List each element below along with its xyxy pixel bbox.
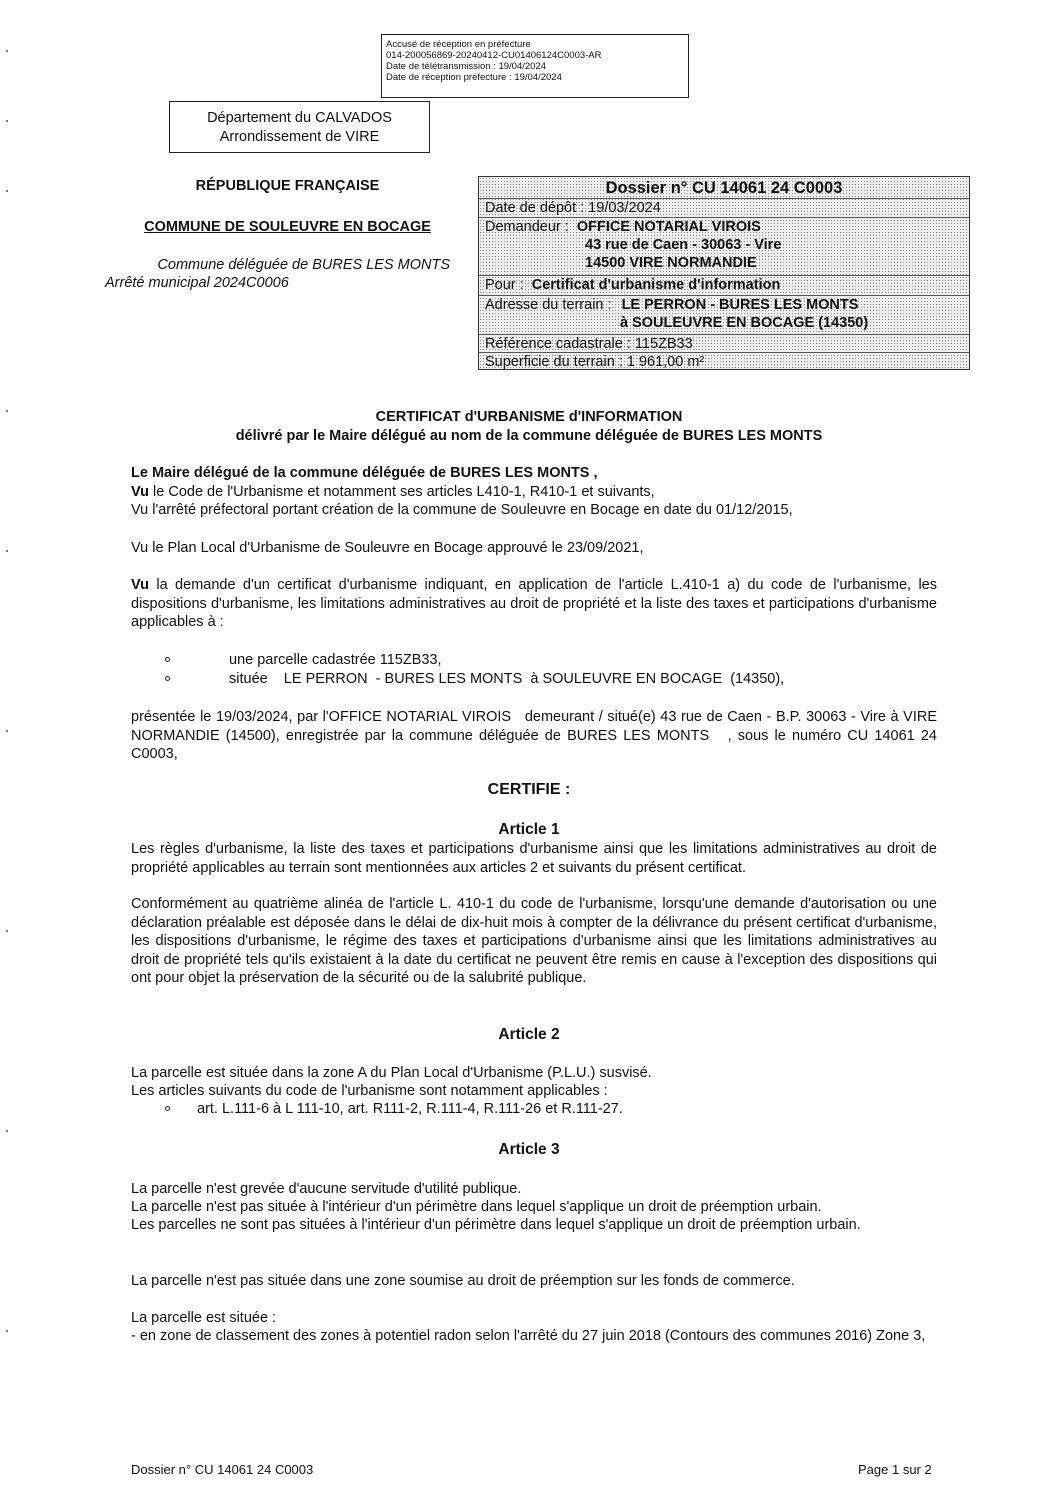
republique-heading: RÉPUBLIQUE FRANÇAISE — [195, 178, 380, 194]
demandeur-block — [479, 218, 969, 276]
adresse-line-1: LE PERRON - BURES LES MONTS — [621, 297, 859, 313]
article-3-preemption: La parcelle n'est pas située à l'intérieur d'un périmètre dans lequel s'applique un droit de préemption urbain. — [131, 1199, 822, 1215]
adresse-label: Adresse du terrain : — [485, 297, 612, 313]
stamp-line-2: 014-200056869-20240412-CU01406124C0003-AR — [386, 50, 602, 61]
article-2-articles: art. L.111-6 à L 111-10, art. R111-2, R.111-4, R.111-26 et R.111-27. — [197, 1101, 623, 1117]
footer-page: Page 1 sur 2 — [858, 1462, 932, 1477]
date-depot: Date de dépôt : 19/03/2024 — [479, 199, 969, 218]
footer-dossier: Dossier n° CU 14061 24 C0003 — [131, 1462, 314, 1477]
article-1-paragraph-2: Conformément au quatrième alinéa de l'article L. 410-1 du code de l'urbanisme, lorsqu'une demande d'autorisation ou une déclaration préalable est déposée dans le délai de dix-huit mois à compter de la délivrance du présent certificat d'urbanisme, les dispositions d'urbanisme, le régime des taxes et participations d'urbanisme ainsi que les limitations administratives au droit de propriété tels qu'ils existaient à la date du certificat ne peuvent être remis en cause à l'exception des dispositions qui ont pour objet la préservation de la sécurité ou de la salubrité publique. — [131, 896, 937, 986]
presentee-paragraph: présentée le 19/03/2024, par l'OFFICE NOTARIAL VIROIS demeurant / situé(e) 43 rue de Caen - B.P. 30063 - Vire à VIRE NORMANDIE (14500), enregistrée par la commune déléguée de BURES LES MONTS , sous le numéro CU 14061 24 C0003, — [131, 709, 942, 762]
vu-code-line — [131, 483, 655, 501]
vu-demande-paragraph — [131, 576, 937, 632]
demandeur-name: OFFICE NOTARIAL VIROIS — [576, 219, 761, 235]
pour-label: Pour : — [485, 277, 524, 293]
department-box — [169, 101, 430, 153]
dossier-number: Dossier n° CU 14061 24 C0003 — [479, 177, 969, 199]
reference-cadastrale: Référence cadastrale : 115ZB33 — [479, 335, 969, 353]
article-3-fonds-commerce: La parcelle n'est pas située dans une zone soumise au droit de préemption sur les fonds de commerce. — [131, 1273, 795, 1289]
article-1-paragraph-1: Les règles d'urbanisme, la liste des taxes et participations d'urbanisme ainsi que les limitations administratives au droit de propriété applicables au terrain sont mentionnées aux articles 2 et suivants du présent certificat. — [131, 841, 937, 876]
article-2-intro: Les articles suivants du code de l'urbanisme sont notamment applicables : — [131, 1083, 608, 1099]
commune-deleguee: Commune déléguée de BURES LES MONTS — [157, 257, 450, 273]
demandeur-label: Demandeur : — [485, 219, 569, 235]
vu-code-text: le Code de l'Urbanisme et notamment ses articles L410-1, R410-1 et suivants, — [149, 484, 655, 500]
pour-row — [479, 276, 969, 296]
article-2-zone: La parcelle est située dans la zone A du Plan Local d'Urbanisme (P.L.U.) susvisé. — [131, 1065, 652, 1081]
bullet-icon — [165, 657, 170, 662]
arrondissement-line: Arrondissement de VIRE — [219, 129, 380, 145]
article-3-situee: La parcelle est située : — [131, 1310, 277, 1326]
department-line: Département du CALVADOS — [207, 110, 392, 126]
pour-value: Certificat d'urbanisme d'information — [531, 277, 781, 293]
scan-margin-marks — [6, 30, 8, 1470]
commune-heading: COMMUNE DE SOULEUVRE EN BOCAGE — [144, 219, 431, 235]
vu-label: Vu — [131, 484, 149, 500]
article-3-radon: - en zone de classement des zones à potentiel radon selon l'arrêté du 27 juin 2018 (Contours des communes 2016) Zone 3, — [131, 1328, 926, 1344]
adresse-block — [479, 296, 969, 335]
demandeur-address: 43 rue de Caen - 30063 - Vire — [585, 237, 782, 253]
dossier-box — [478, 176, 970, 370]
maire-line: Le Maire délégué de la commune déléguée de BURES LES MONTS , — [131, 465, 598, 481]
bullet-icon — [165, 676, 170, 681]
stamp-line-4: Date de réception préfecture : 19/04/2024 — [386, 72, 562, 83]
certifie-heading: CERTIFIE : — [487, 781, 571, 798]
stamp-line-1: Accusé de réception en préfecture — [386, 39, 531, 50]
bullet-situee: située LE PERRON - BURES LES MONTS à SOULEUVRE EN BOCAGE (14350), — [229, 671, 785, 687]
vu-plu-line: Vu le Plan Local d'Urbanisme de Souleuvre en Bocage approuvé le 23/09/2021, — [131, 540, 644, 556]
vu-label: Vu — [131, 577, 149, 593]
article-2-title: Article 2 — [498, 1026, 560, 1043]
adresse-line-2: à SOULEUVRE EN BOCAGE (14350) — [620, 315, 869, 331]
vu-demande-text: la demande d'un certificat d'urbanisme indiquant, en application de l'article L.410-1 a) du code de l'urbanisme, les dispositions d'urbanisme, les limitations administratives au droit de propriété et la liste des taxes et participations d'urbanisme applicables à : — [131, 577, 937, 630]
certificat-title: CERTIFICAT d'URBANISME d'INFORMATION — [375, 409, 683, 425]
article-1-title: Article 1 — [498, 821, 560, 838]
superficie: Superficie du terrain : 1 961,00 m² — [485, 354, 705, 370]
article-3-parcelles: Les parcelles ne sont pas situées à l'intérieur d'un périmètre dans lequel s'applique un droit de préemption urbain. — [131, 1217, 861, 1233]
certificat-subtitle: délivré par le Maire délégué au nom de la commune déléguée de BURES LES MONTS — [235, 428, 823, 444]
reception-stamp — [381, 34, 689, 98]
vu-arrete-line: Vu l'arrêté préfectoral portant création de la commune de Souleuvre en Bocage en date du 01/12/2015, — [131, 502, 793, 518]
article-3-servitude: La parcelle n'est grevée d'aucune servitude d'utilité publique. — [131, 1181, 522, 1197]
bullet-icon — [165, 1106, 170, 1111]
demandeur-city: 14500 VIRE NORMANDIE — [585, 255, 757, 271]
arrete-municipal: Arrêté municipal 2024C0006 — [105, 275, 289, 291]
stamp-line-3: Date de télétransmission : 19/04/2024 — [386, 61, 547, 72]
bullet-parcelle: une parcelle cadastrée 115ZB33, — [229, 652, 442, 668]
article-3-title: Article 3 — [498, 1141, 560, 1158]
